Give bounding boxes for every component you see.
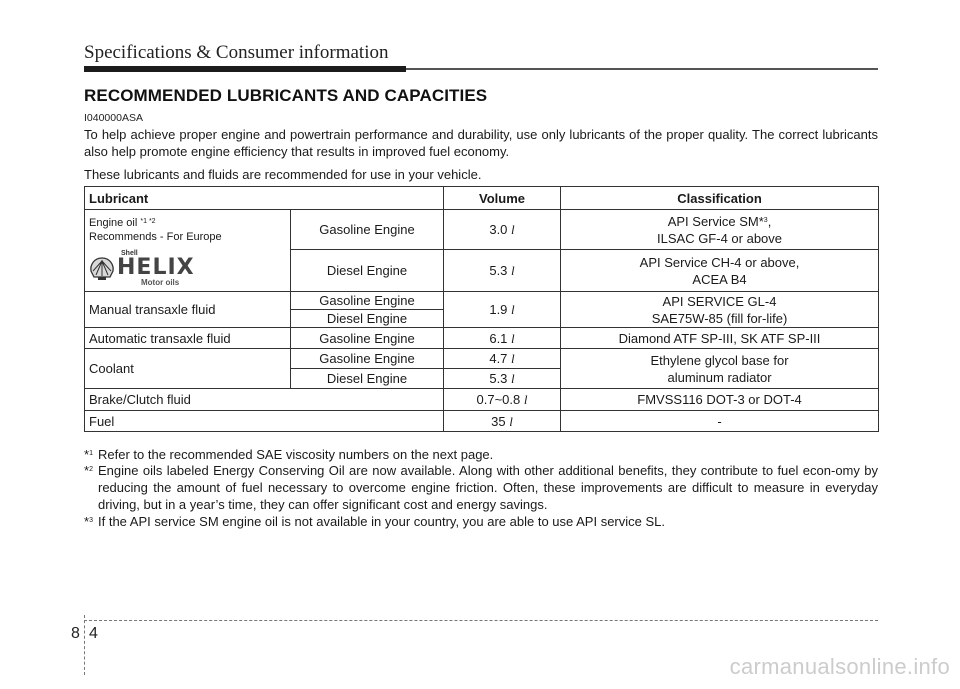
section-title: RECOMMENDED LUBRICANTS AND CAPACITIES — [84, 86, 488, 105]
watermark: carmanualsonline.info — [729, 654, 950, 679]
fuel-label: Fuel — [85, 411, 444, 432]
table-row — [85, 328, 879, 349]
page-divider-vertical — [84, 615, 86, 675]
engine-oil-gasoline-label: Gasoline Engine — [291, 210, 444, 250]
fuel-class: - — [561, 411, 879, 432]
coolant-diesel-volume: 5.3 l — [444, 369, 561, 389]
footnote-3 — [84, 513, 878, 530]
engine-oil-gasoline-class: API Service SM*$^3$, ILSAC GF-4 or above — [561, 210, 879, 250]
footnote-2 — [84, 462, 878, 513]
automatic-class: Diamond ATF SP-III, SK ATF SP-III — [561, 328, 879, 349]
footnote-1 — [84, 446, 878, 463]
manual-transaxle-label: Manual transaxle fluid — [85, 292, 291, 328]
intro-paragraph: To help achieve proper engine and powertrain performance and durability, use only lubricants of the proper quality. The correct lubricants also help promote engine efficiency that results in improved fuel economy. — [84, 127, 878, 159]
table-row — [85, 292, 879, 310]
coolant-gasoline-label: Gasoline Engine — [291, 349, 444, 369]
engine-oil-gasoline-volume: 3.0 l — [444, 210, 561, 250]
engine-oil-diesel-volume: 5.3 l — [444, 250, 561, 292]
lubricants-table — [84, 186, 879, 432]
header-bar-light — [406, 68, 878, 70]
engine-oil-europe-note: Recommends - For Europe — [89, 231, 222, 243]
footnote-1-marker: *$^1$ — [84, 447, 93, 462]
helix-wordmark: HELIX — [117, 255, 195, 280]
coolant-gasoline-volume: 4.7 l — [444, 349, 561, 369]
header-classification: Classification — [561, 187, 879, 210]
brake-fluid-label: Brake/Clutch fluid — [85, 389, 444, 411]
page-header-title: Specifications & Consumer information — [84, 42, 389, 63]
engine-oil-label: Engine oil — [89, 217, 138, 229]
coolant-label: Coolant — [85, 349, 291, 389]
page-chapter-number: 8 — [71, 625, 80, 642]
header-bar-dark — [84, 66, 406, 72]
automatic-volume: 6.1 l — [444, 328, 561, 349]
header-lubricant: Lubricant — [85, 187, 444, 210]
automatic-transaxle-label: Automatic transaxle fluid — [85, 328, 291, 349]
engine-oil-diesel-label: Diesel Engine — [291, 250, 444, 292]
page-divider-horizontal — [84, 620, 878, 622]
table-row — [85, 411, 879, 432]
footnote-3-text: If the API service SM engine oil is not available in your country, you are able to use API service SL. — [98, 514, 666, 529]
table-row — [85, 389, 879, 411]
motor-oils-wordmark: Motor oils — [141, 278, 180, 287]
brake-fluid-class: FMVSS116 DOT-3 or DOT-4 — [561, 389, 879, 411]
manual-class: API SERVICE GL-4 SAE75W-85 (fill for-life) — [561, 292, 879, 328]
footnote-1-text: Refer to the recommended SAE viscosity numbers on the next page. — [98, 447, 494, 462]
manual-gasoline-label: Gasoline Engine — [291, 292, 444, 310]
table-row — [85, 210, 879, 250]
section-code: I040000ASA — [84, 112, 143, 124]
footnote-3-marker: *$^3$ — [84, 514, 93, 529]
header-volume: Volume — [444, 187, 561, 210]
footnote-2-marker: *$^2$ — [84, 463, 93, 478]
table-header-row — [85, 187, 879, 210]
shell-wordmark: Shell — [121, 250, 138, 257]
engine-oil-footnote-marks: *1 *2 — [140, 218, 156, 225]
coolant-class: Ethylene glycol base for aluminum radiator — [561, 349, 879, 389]
shell-helix-logo — [89, 250, 286, 287]
brake-fluid-volume: 0.7~0.8 l — [444, 389, 561, 411]
recommendation-paragraph: These lubricants and fluids are recommended for use in your vehicle. — [84, 167, 482, 182]
shell-logo-icon — [89, 256, 115, 282]
coolant-diesel-label: Diesel Engine — [291, 369, 444, 389]
page-number: 4 — [89, 625, 98, 642]
manual-volume: 1.9 l — [444, 292, 561, 328]
engine-oil-diesel-class: API Service CH-4 or above, ACEA B4 — [561, 250, 879, 292]
engine-oil-cell — [85, 210, 291, 292]
table-row — [85, 349, 879, 369]
automatic-engine-label: Gasoline Engine — [291, 328, 444, 349]
manual-diesel-label: Diesel Engine — [291, 310, 444, 328]
footnote-2-text: Engine oils labeled Energy Conserving Oil are now available. Along with other additional benefits, they contribute to fuel econ-omy by reducing the amount of fuel necessary to overcome engine friction. Often, these improvements are difficult to measure in everyday driving, but in a year’s time, they can offer significant cost and energy savings. — [98, 463, 878, 512]
fuel-volume: 35 l — [444, 411, 561, 432]
